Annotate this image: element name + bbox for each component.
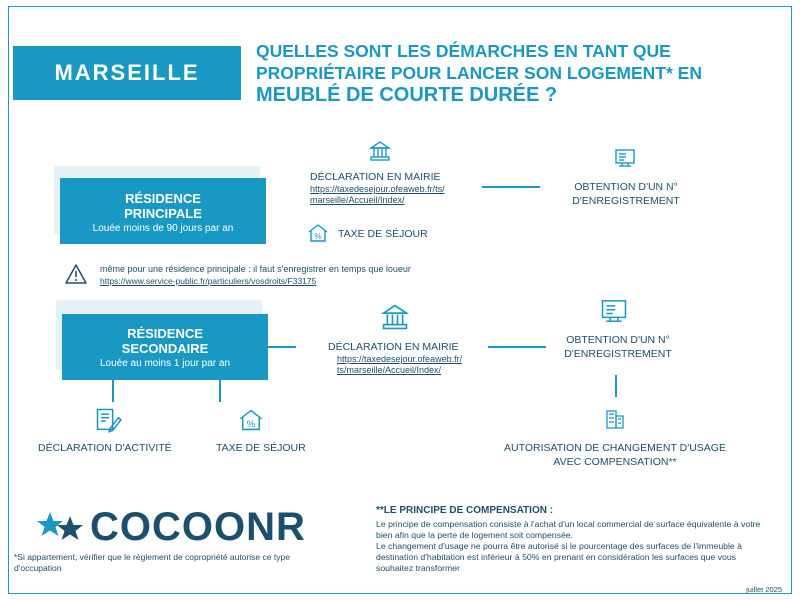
principale-connector xyxy=(482,186,540,188)
date-label: juillet 2025 xyxy=(746,585,782,594)
svg-text:%: % xyxy=(314,232,322,241)
residence-principale-box xyxy=(60,178,266,244)
warning-link[interactable]: https://www.service-public.fr/particuliers/vosdroits/F33175 xyxy=(100,276,317,286)
svg-text:%: % xyxy=(246,419,256,431)
secondaire-obtention-line-2: D'ENREGISTREMENT xyxy=(564,348,672,360)
cocoonr-logo-icon xyxy=(36,510,88,544)
principale-declaration-link-2[interactable]: marseille/Accueil/Index/ xyxy=(310,195,405,205)
activite-label: DÉCLARATION D'ACTIVITÉ xyxy=(38,442,172,454)
principale-declaration-label: DÉCLARATION EN MAIRIE xyxy=(310,171,441,183)
compensation-paragraph-2: Le changement d'usage ne pourra être autorisé si le pourcentage des surfaces de l'immeuble à destination d'habitation est inférieur à 50% en prenant en considération les surfaces que vous souhaitez transformer xyxy=(376,541,743,573)
secondaire-declaration-link-2[interactable]: ts/marseille/Accueil/Index/ xyxy=(337,365,442,375)
principale-obtention-label xyxy=(568,180,684,208)
warning-text: même pour une résidence principale : il faut s'enregistrer en temps que loueur xyxy=(100,264,411,274)
secondaire-heading-2: SECONDAIRE xyxy=(121,341,209,356)
compensation-title: **LE PRINCIPE DE COMPENSATION : xyxy=(376,505,554,516)
secondaire-obtention-line-1: OBTENTION D'UN N° xyxy=(566,334,670,346)
secondaire-heading-1: RÉSIDENCE xyxy=(127,326,203,341)
principale-taxe-label: TAXE DE SÉJOUR xyxy=(338,228,428,240)
secondaire-taxe-label: TAXE DE SÉJOUR xyxy=(216,442,306,454)
residence-secondaire-box xyxy=(62,314,268,380)
principale-obtention-line-2: D'ENREGISTREMENT xyxy=(572,195,680,207)
house-percent-icon xyxy=(307,223,329,243)
principale-obtention-line-1: OBTENTION D'UN N° xyxy=(574,181,678,193)
compensation-text xyxy=(376,519,772,574)
title-line-2: PROPRIÉTAIRE POUR LANCER SON LOGEMENT* EN xyxy=(256,63,702,83)
principale-declaration-link-1[interactable]: https://taxedesejour.ofeaweb.fr/ts/ xyxy=(310,184,445,194)
secondaire-connector-middle xyxy=(488,346,546,348)
taxe-connector xyxy=(219,380,221,402)
principale-subtitle: Louée moins de 90 jours par an xyxy=(92,223,234,234)
registration-screen-icon xyxy=(614,148,636,168)
town-hall-icon-2 xyxy=(381,303,409,331)
title-line-1: QUELLES SONT LES DÉMARCHES EN TANT QUE xyxy=(256,41,671,61)
registration-screen-icon-2 xyxy=(600,298,628,324)
secondaire-obtention-label xyxy=(558,333,678,361)
cocoonr-logo-text: COCOONR xyxy=(90,505,306,549)
title-line-3: MEUBLÉ DE COURTE DURÉE ? xyxy=(256,84,558,106)
warning-icon xyxy=(64,263,88,285)
autorisation-line-1: AUTORISATION DE CHANGEMENT D'USAGE xyxy=(504,442,726,454)
town-hall-icon xyxy=(369,140,391,162)
page-title xyxy=(256,40,772,106)
footnote: *Si appartement, vérifier que le règlement de copropriété autorise ce type d'occupation xyxy=(14,552,290,573)
autorisation-label xyxy=(496,441,734,469)
principale-heading-2: PRINCIPALE xyxy=(124,206,202,221)
city-banner: MARSEILLE xyxy=(13,46,241,100)
secondaire-declaration-label: DÉCLARATION EN MAIRIE xyxy=(328,341,459,353)
principale-heading-1: RÉSIDENCE xyxy=(125,191,201,206)
secondaire-connector-vertical xyxy=(615,375,617,397)
secondaire-declaration-link-1[interactable]: https://taxedesejour.ofeaweb.fr/ xyxy=(337,354,463,364)
secondaire-connector-left xyxy=(268,346,296,348)
building-icon xyxy=(604,408,626,430)
activite-connector xyxy=(112,380,114,402)
compensation-paragraph-1: Le principe de compensation consiste à l'achat d'un local commercial de surface équivalente à votre bien afin que la perte de logement soit compensée. xyxy=(376,519,761,540)
house-percent-icon-2 xyxy=(238,408,264,432)
document-pen-icon xyxy=(94,406,122,434)
autorisation-line-2: AVEC COMPENSATION** xyxy=(553,456,677,468)
secondaire-subtitle: Louée au moins 1 jour par an xyxy=(99,358,231,369)
